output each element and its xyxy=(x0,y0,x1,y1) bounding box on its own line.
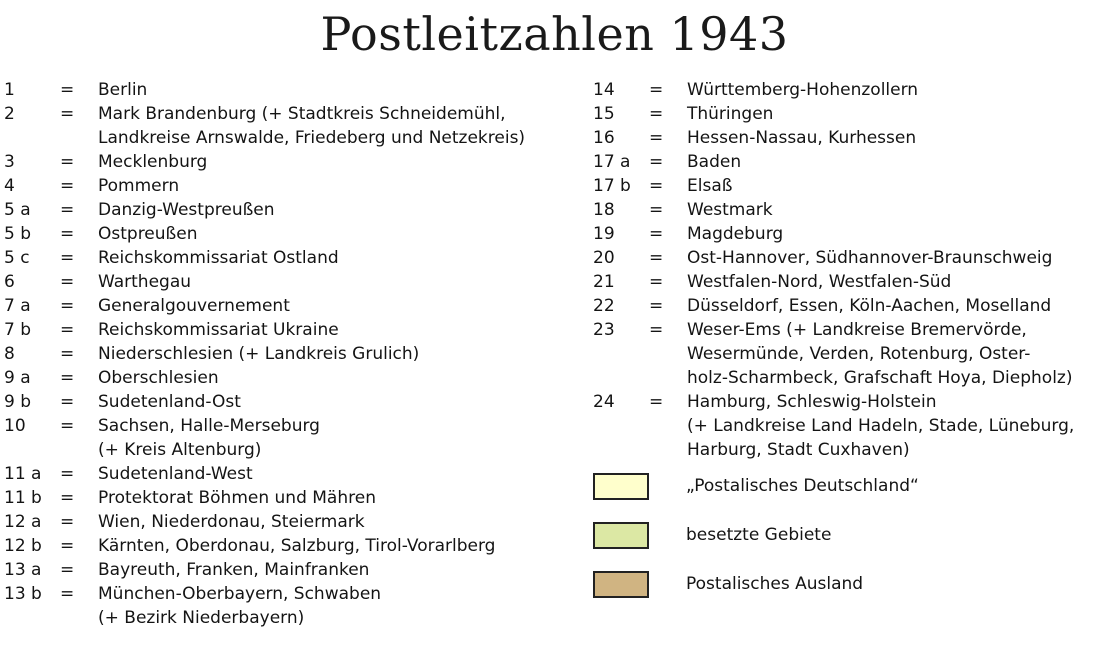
region-line: Sudetenland-West xyxy=(98,464,253,484)
postcode-code: 13 a xyxy=(4,560,42,580)
postcode-code: 5 c xyxy=(4,248,30,268)
postcode-code: 8 xyxy=(4,344,15,364)
postcode-entry xyxy=(4,150,525,174)
region-line: Düsseldorf, Essen, Köln-Aachen, Moselland xyxy=(687,296,1052,316)
legend-label: besetzte Gebiete xyxy=(686,525,832,545)
postcode-entry xyxy=(593,78,1074,102)
region-name xyxy=(98,486,376,510)
region-name xyxy=(687,150,741,174)
postcode-code: 23 xyxy=(593,320,615,340)
equals-sign: = xyxy=(60,368,75,388)
postcode-entry xyxy=(593,390,1074,462)
region-line: Danzig-Westpreußen xyxy=(98,200,275,220)
postcode-code: 6 xyxy=(4,272,15,292)
postcode-code: 2 xyxy=(4,104,15,124)
region-name xyxy=(687,270,951,294)
region-line: Bayreuth, Franken, Mainfranken xyxy=(98,560,370,580)
postcode-entry xyxy=(593,198,1074,222)
postcode-entry xyxy=(593,270,1074,294)
region-line: Berlin xyxy=(98,80,148,100)
postcode-entry xyxy=(4,558,525,582)
equals-sign: = xyxy=(649,80,664,100)
postcode-code: 21 xyxy=(593,272,615,292)
region-line: Mark Brandenburg (+ Stadtkreis Schneidemühl, xyxy=(98,104,506,124)
postcode-code: 11 a xyxy=(4,464,42,484)
region-line: Württemberg-Hohenzollern xyxy=(687,80,919,100)
region-line: Elsaß xyxy=(687,176,733,196)
legend-swatch xyxy=(593,571,649,598)
equals-sign: = xyxy=(60,80,75,100)
region-line: Magdeburg xyxy=(687,224,784,244)
equals-sign: = xyxy=(60,584,75,604)
postcode-entry xyxy=(4,318,525,342)
postcode-code: 11 b xyxy=(4,488,42,508)
region-line: Hamburg, Schleswig-Holstein xyxy=(687,392,937,412)
region-name xyxy=(98,534,495,558)
region-line: Harburg, Stadt Cuxhaven) xyxy=(687,440,910,460)
region-line: Westfalen-Nord, Westfalen-Süd xyxy=(687,272,952,292)
page-title: Postleitzahlen 1943 xyxy=(320,7,789,61)
equals-sign: = xyxy=(60,560,75,580)
legend-label: Postalisches Ausland xyxy=(686,574,864,594)
postcode-entry xyxy=(593,150,1074,174)
postcode-entry xyxy=(4,102,525,150)
region-name xyxy=(687,126,916,150)
postcode-code: 3 xyxy=(4,152,15,172)
region-line: Weser-Ems (+ Landkreise Bremervörde, xyxy=(687,320,1027,340)
postcode-entry xyxy=(4,222,525,246)
postcode-list-right xyxy=(593,78,1074,462)
equals-sign: = xyxy=(60,296,75,316)
postcode-entry xyxy=(4,390,525,414)
equals-sign: = xyxy=(60,344,75,364)
region-line: Wien, Niederdonau, Steiermark xyxy=(98,512,365,532)
region-name xyxy=(98,102,525,150)
region-line: Hessen-Nassau, Kurhessen xyxy=(687,128,917,148)
legend-label: „Postalisches Deutschland“ xyxy=(686,476,919,496)
region-line: Protektorat Böhmen und Mähren xyxy=(98,488,376,508)
postcode-code: 4 xyxy=(4,176,15,196)
equals-sign: = xyxy=(649,128,664,148)
equals-sign: = xyxy=(60,176,75,196)
postcode-entry xyxy=(4,486,525,510)
region-line: Pommern xyxy=(98,176,180,196)
postcode-code: 7 b xyxy=(4,320,32,340)
equals-sign: = xyxy=(60,464,75,484)
postcode-entry xyxy=(4,366,525,390)
region-name xyxy=(98,222,198,246)
postcode-entry xyxy=(4,462,525,486)
region-name xyxy=(98,462,253,486)
equals-sign: = xyxy=(60,104,75,124)
equals-sign: = xyxy=(60,152,75,172)
equals-sign: = xyxy=(60,488,75,508)
region-line: Sudetenland-Ost xyxy=(98,392,241,412)
equals-sign: = xyxy=(60,392,75,412)
region-name xyxy=(98,582,381,630)
postcode-entry xyxy=(4,270,525,294)
region-name xyxy=(687,78,918,102)
region-name xyxy=(687,246,1052,270)
postcode-entry xyxy=(4,534,525,558)
postcode-code: 1 xyxy=(4,80,15,100)
region-line: Reichskommissariat Ukraine xyxy=(98,320,339,340)
legend-swatch xyxy=(593,522,649,549)
postcode-entry xyxy=(4,414,525,462)
region-line: Generalgouvernement xyxy=(98,296,290,316)
region-name xyxy=(687,318,1073,390)
region-name xyxy=(687,294,1051,318)
region-line: Sachsen, Halle-Merseburg xyxy=(98,416,320,436)
region-line: (+ Bezirk Niederbayern) xyxy=(98,608,305,628)
equals-sign: = xyxy=(649,176,664,196)
region-line: Baden xyxy=(687,152,742,172)
region-name xyxy=(98,510,365,534)
postcode-code: 7 a xyxy=(4,296,31,316)
equals-sign: = xyxy=(649,224,664,244)
region-line: (+ Landkreise Land Hadeln, Stade, Lüneburg, xyxy=(687,416,1075,436)
region-line: Mecklenburg xyxy=(98,152,208,172)
region-name xyxy=(98,150,207,174)
postcode-entry xyxy=(593,294,1074,318)
region-line: Thüringen xyxy=(687,104,774,124)
postcode-code: 19 xyxy=(593,224,615,244)
equals-sign: = xyxy=(649,296,664,316)
equals-sign: = xyxy=(60,320,75,340)
region-line: Niederschlesien (+ Landkreis Grulich) xyxy=(98,344,420,364)
postcode-code: 16 xyxy=(593,128,615,148)
postcode-code: 13 b xyxy=(4,584,42,604)
region-line: Ost-Hannover, Südhannover-Braunschweig xyxy=(687,248,1053,268)
region-name xyxy=(687,174,732,198)
postcode-code: 18 xyxy=(593,200,615,220)
region-name xyxy=(98,78,147,102)
postcode-entry xyxy=(593,318,1074,390)
map-legend xyxy=(593,472,919,619)
region-line: Kärnten, Oberdonau, Salzburg, Tirol-Vorarlberg xyxy=(98,536,496,556)
postcode-code: 12 b xyxy=(4,536,42,556)
postcode-code: 20 xyxy=(593,248,615,268)
postcode-code: 5 a xyxy=(4,200,31,220)
region-name xyxy=(98,270,191,294)
equals-sign: = xyxy=(60,416,75,436)
region-name xyxy=(98,294,290,318)
region-line: Oberschlesien xyxy=(98,368,219,388)
postcode-entry xyxy=(593,126,1074,150)
region-line: Landkreise Arnswalde, Friedeberg und Netzekreis) xyxy=(98,128,526,148)
region-name xyxy=(687,102,773,126)
region-line: Westmark xyxy=(687,200,773,220)
region-line: München-Oberbayern, Schwaben xyxy=(98,584,382,604)
equals-sign: = xyxy=(649,200,664,220)
equals-sign: = xyxy=(649,272,664,292)
region-name xyxy=(687,198,773,222)
equals-sign: = xyxy=(60,536,75,556)
equals-sign: = xyxy=(60,512,75,532)
postcode-entry xyxy=(593,174,1074,198)
postcode-entry xyxy=(4,246,525,270)
postcode-code: 5 b xyxy=(4,224,32,244)
postcode-list-left xyxy=(4,78,525,630)
region-name xyxy=(98,246,339,270)
postcode-code: 12 a xyxy=(4,512,42,532)
region-name xyxy=(98,318,339,342)
region-line: Reichskommissariat Ostland xyxy=(98,248,339,268)
region-line: Ostpreußen xyxy=(98,224,198,244)
equals-sign: = xyxy=(60,248,75,268)
region-name xyxy=(687,390,1074,462)
region-line: Wesermünde, Verden, Rotenburg, Oster- xyxy=(687,344,1031,364)
postcode-code: 17 a xyxy=(593,152,631,172)
equals-sign: = xyxy=(60,272,75,292)
postcode-code: 14 xyxy=(593,80,615,100)
region-line: Warthegau xyxy=(98,272,192,292)
legend-item-postal-abroad xyxy=(593,570,919,598)
postcode-code: 9 a xyxy=(4,368,31,388)
postcode-entry xyxy=(593,246,1074,270)
region-name xyxy=(98,414,320,462)
equals-sign: = xyxy=(60,200,75,220)
equals-sign: = xyxy=(649,248,664,268)
equals-sign: = xyxy=(60,224,75,244)
region-line: holz-Scharmbeck, Grafschaft Hoya, Diepholz) xyxy=(687,368,1073,388)
postcode-entry xyxy=(4,582,525,630)
postcode-code: 17 b xyxy=(593,176,631,196)
region-name xyxy=(98,558,369,582)
legend-item-postal-germany xyxy=(593,472,919,500)
postcode-entry xyxy=(4,294,525,318)
postcode-entry xyxy=(4,174,525,198)
region-line: (+ Kreis Altenburg) xyxy=(98,440,262,460)
legend-swatch xyxy=(593,473,649,500)
postcode-code: 22 xyxy=(593,296,615,316)
region-name xyxy=(687,222,783,246)
equals-sign: = xyxy=(649,392,664,412)
region-name xyxy=(98,390,241,414)
postcode-entry xyxy=(4,198,525,222)
postcode-entry xyxy=(4,78,525,102)
equals-sign: = xyxy=(649,320,664,340)
postcode-entry xyxy=(593,222,1074,246)
equals-sign: = xyxy=(649,152,664,172)
region-name xyxy=(98,366,219,390)
region-name xyxy=(98,198,275,222)
postcode-code: 15 xyxy=(593,104,615,124)
equals-sign: = xyxy=(649,104,664,124)
region-name xyxy=(98,342,419,366)
postcode-entry xyxy=(4,510,525,534)
postcode-entry xyxy=(4,342,525,366)
postcode-code: 9 b xyxy=(4,392,32,412)
region-name xyxy=(98,174,179,198)
legend-item-occupied-areas xyxy=(593,521,919,549)
postcode-code: 24 xyxy=(593,392,615,412)
postcode-entry xyxy=(593,102,1074,126)
postcode-code: 10 xyxy=(4,416,26,436)
